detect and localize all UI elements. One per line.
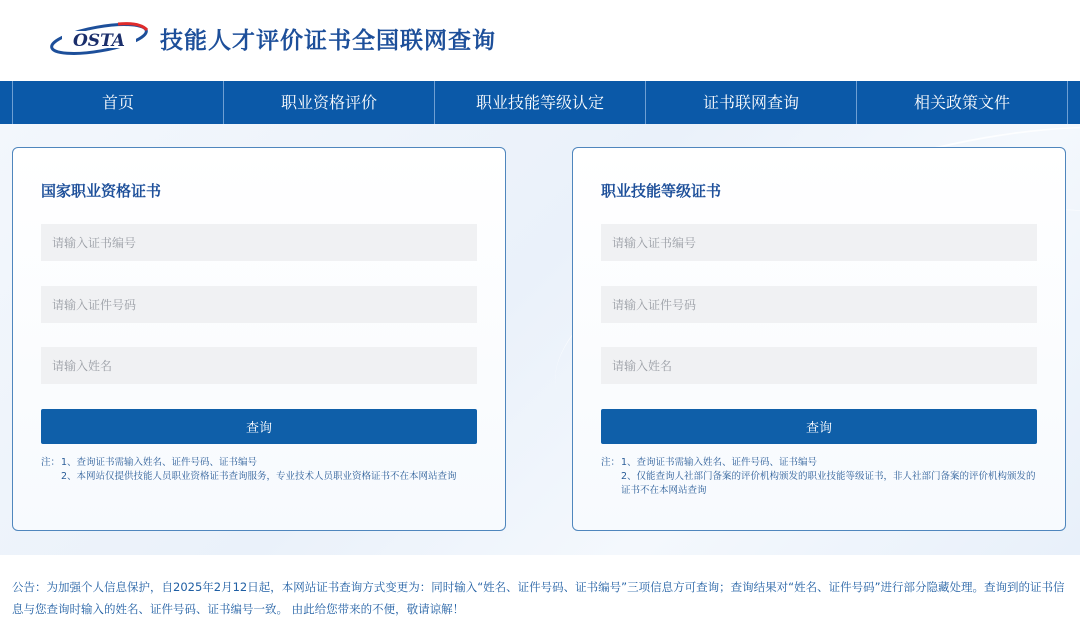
id-number-input[interactable]: [41, 286, 477, 323]
note-prefix: 注：: [601, 457, 621, 468]
note-item: 2、仅能查询人社部门备案的评价机构颁发的职业技能等级证书，非人社部门备案的评价机构颁发的证书不在本网站查询: [621, 471, 1036, 496]
logo-text: OSTA: [73, 31, 125, 51]
nav-item-home[interactable]: 首页: [12, 81, 223, 124]
name-input[interactable]: [601, 347, 1037, 384]
main-nav: [0, 81, 1080, 124]
id-number-input[interactable]: [601, 286, 1037, 323]
nav-item-qualification-evaluation[interactable]: 职业资格评价: [223, 81, 434, 124]
site-header: [0, 0, 1080, 81]
query-button[interactable]: 查询: [41, 409, 477, 444]
nav-item-certificate-query[interactable]: 证书联网查询: [645, 81, 856, 124]
name-input[interactable]: [41, 347, 477, 384]
vocational-qualification-card: [12, 147, 506, 531]
note-item: 2、本网站仅提供技能人员职业资格证书查询服务，专业技术人员职业资格证书不在本网站查询: [61, 471, 457, 482]
announcement: 公告：为加强个人信息保护，自2025年2月12日起，本网站证书查询方式变更为：同时输入“姓名、证件号码、证书编号”三项信息方可查询；查询结果对“姓名、证件号码”进行部分隐藏处理。查询到的证书信息与您查询时输入的姓名、证件号码、证书编号一致。 由此给您带来的不便，敬请谅解！: [12, 580, 1065, 616]
query-notes: [601, 456, 1041, 498]
nav-item-policy-documents[interactable]: 相关政策文件: [856, 81, 1068, 124]
certificate-number-input[interactable]: [41, 224, 477, 261]
site-title: 技能人才评价证书全国联网查询: [160, 28, 496, 54]
note-prefix: 注：: [41, 457, 61, 468]
skill-level-certificate-card: [572, 147, 1066, 531]
card-title: 国家职业资格证书: [41, 182, 162, 200]
query-notes: [41, 456, 481, 484]
query-area: [0, 124, 1080, 555]
note-item: 1、查询证书需输入姓名、证件号码、证书编号: [621, 457, 818, 468]
card-title: 职业技能等级证书: [601, 182, 722, 200]
osta-logo[interactable]: [48, 20, 150, 58]
note-item: 1、查询证书需输入姓名、证件号码、证书编号: [61, 457, 258, 468]
certificate-number-input[interactable]: [601, 224, 1037, 261]
query-button[interactable]: 查询: [601, 409, 1037, 444]
nav-item-skill-level-certification[interactable]: 职业技能等级认定: [434, 81, 645, 124]
